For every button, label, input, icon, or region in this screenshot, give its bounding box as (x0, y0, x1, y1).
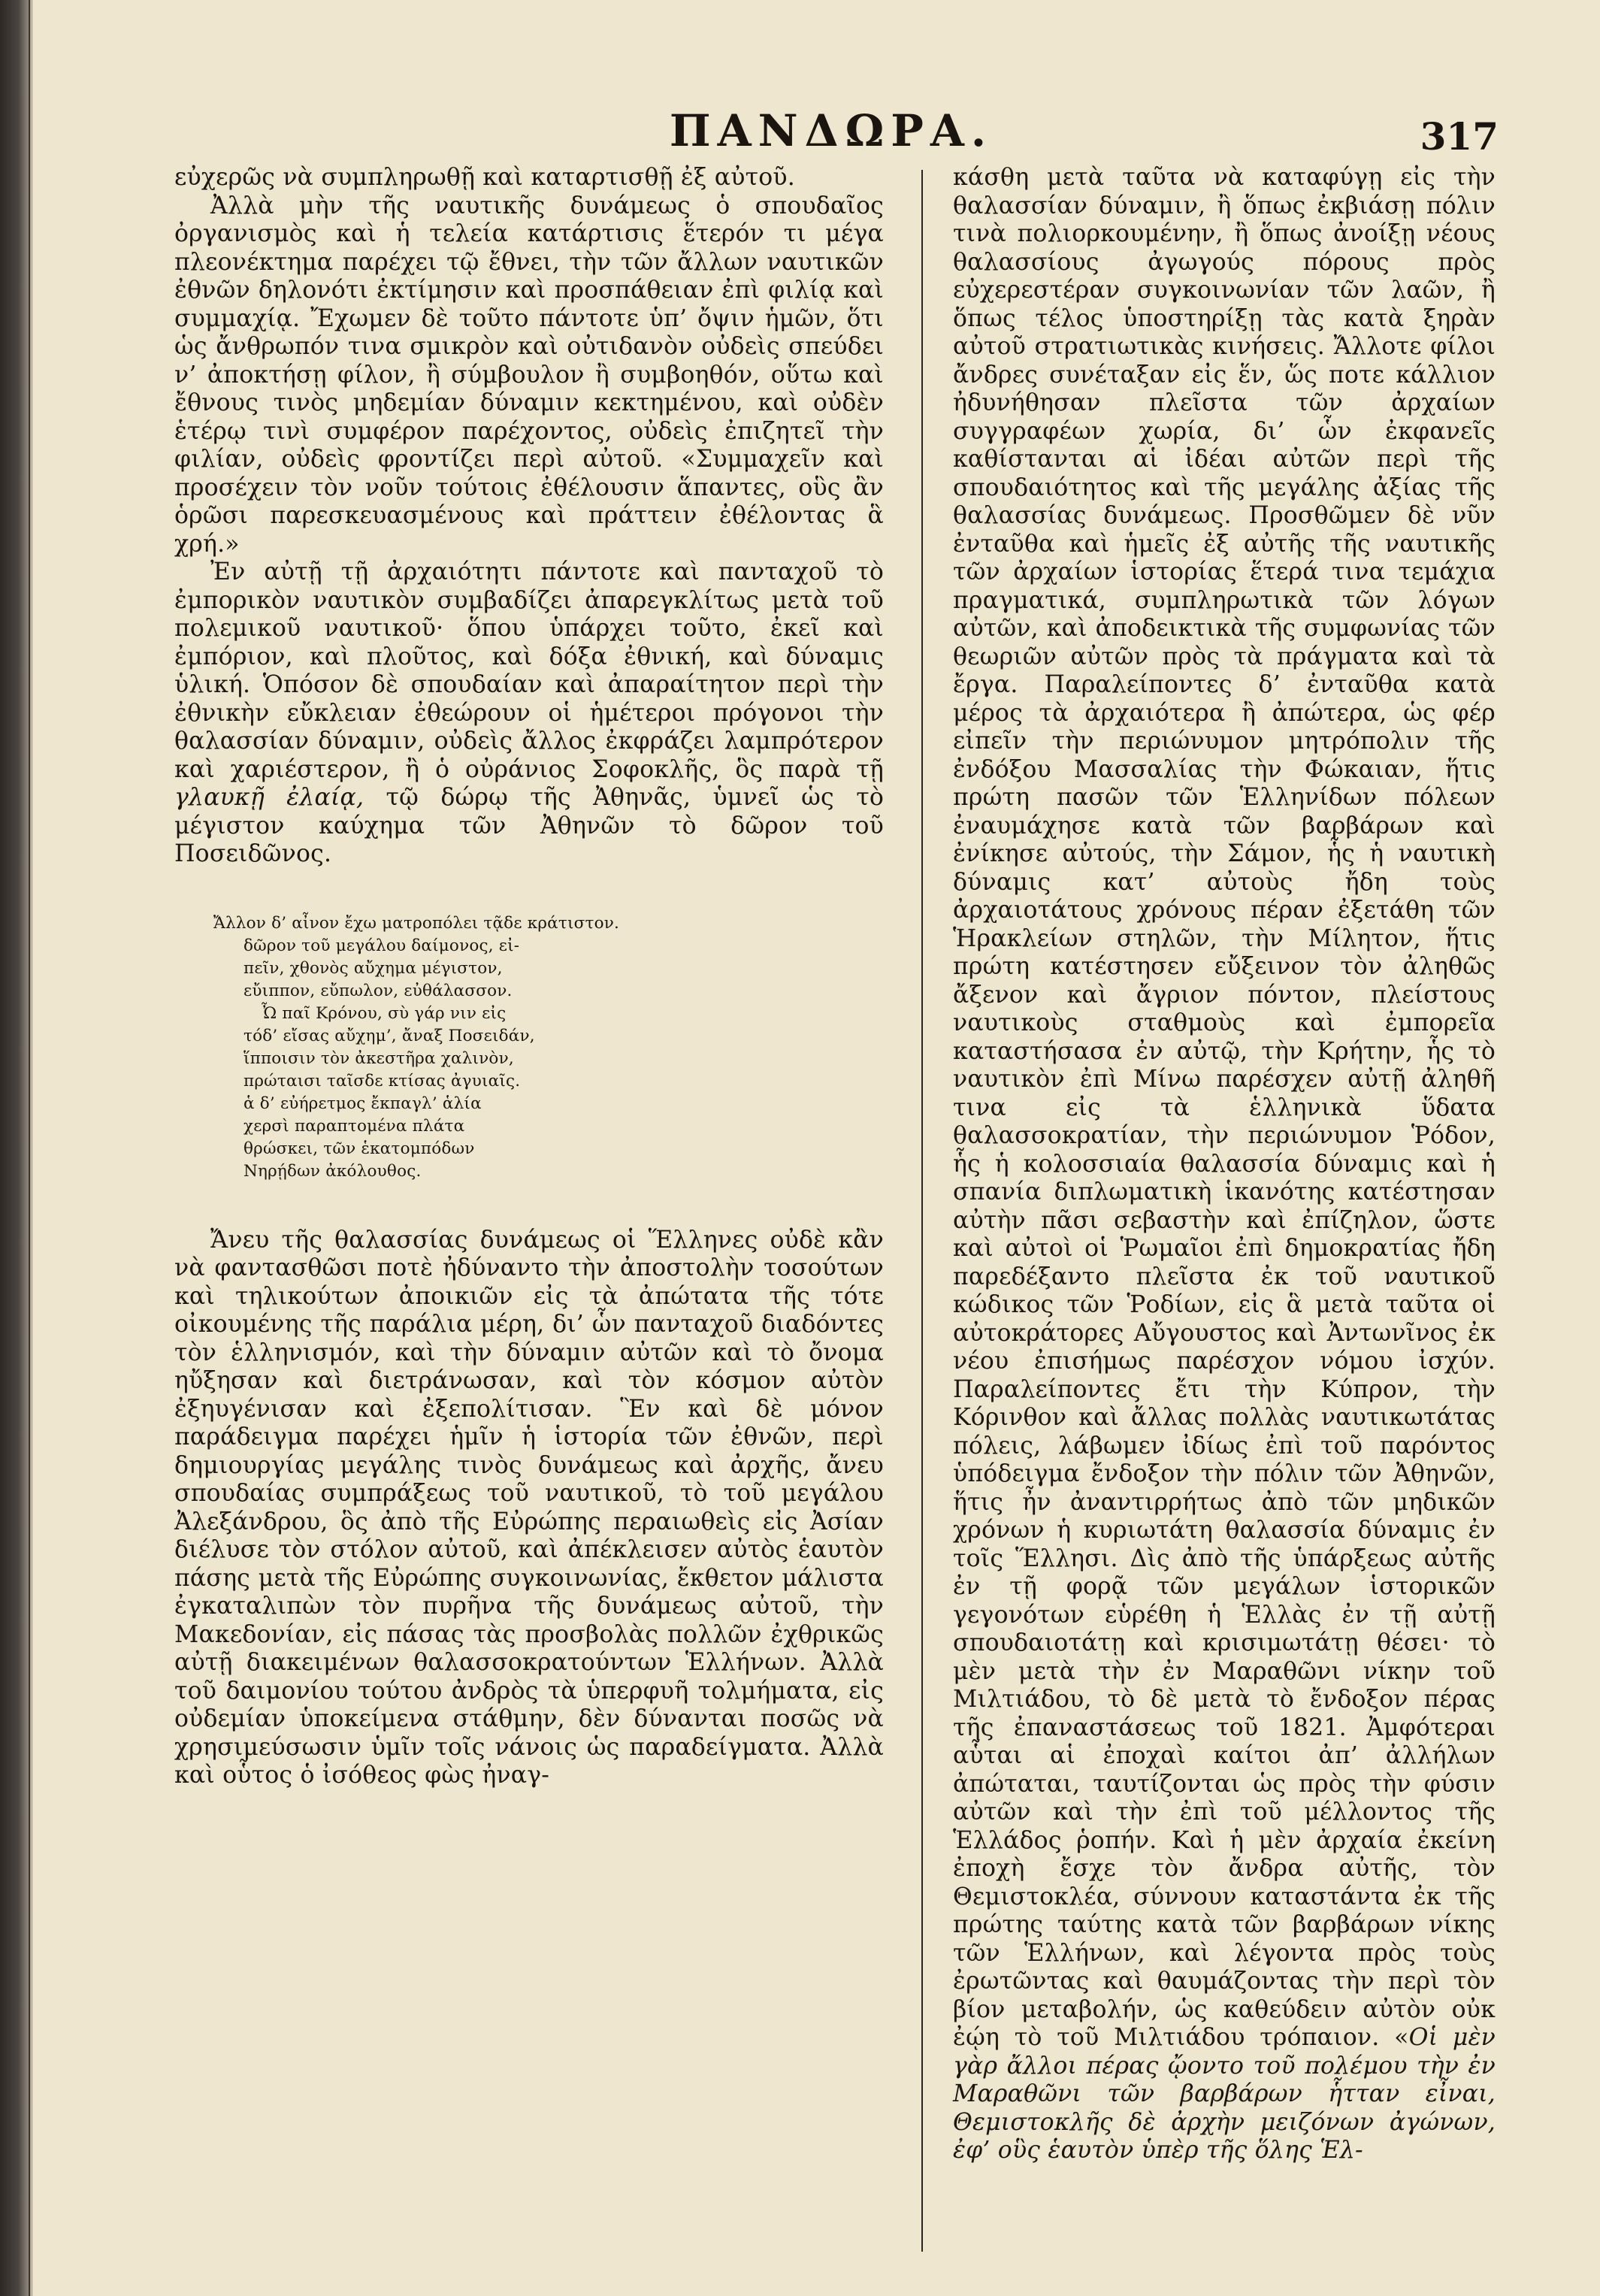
verse-line: Νηρῄδων ἀκόλουθος. (243, 1161, 422, 1181)
left-paragraph-4: Ἄνευ τῆς θαλασσίας δυνάμεως οἱ Ἕλληνες οὐδὲ κἂν νὰ φαντασθῶσι ποτὲ ἠδύναντο τὴν ἀποστολὴν τοσούτων καὶ τηλικούτων ἀποικιῶν εἰς τὰ ἀπώτατα τῆς τότε οἰκουμένης τῆς παράλια μέρη, δι’ ὧν πανταχοῦ διαδόντες τὸν ἑλληνισμόν, καὶ τὴν δύναμιν αὐτῶν καὶ τὸ ὄνομα ηὔξησαν καὶ διετράνωσαν, καὶ τὸν κόσμον αὐτὸν ἐξηυγένισαν καὶ ἐξεπολίτισαν. Ἓν καὶ δὲ μόνον παράδειγμα παρέχει ἡμῖν ἡ ἱστορία τῶν ἐθνῶν, περὶ δημιουργίας μεγάλης τινὸς δυνάμεως καὶ ἀρχῆς, ἄνευ σπουδαίας συμπράξεως τοῦ ναυτικοῦ, τὸ τοῦ μεγάλου Ἀλεξάνδρου, ὃς ἀπὸ τῆς Εὐρώπης περαιωθεὶς εἰς Ἀσίαν διέλυσε τὸν στόλον αὐτοῦ, καὶ ἀπέκλεισεν αὐτὸς ἑαυτὸν πάσης μετὰ τῆς Εὐρώπης συγκοινωνίας, ἔκθετον μάλιστα ἐγκαταλιπὼν τὸν πυρῆνα τῆς δυνάμεως αὐτοῦ, τὴν Μακεδονίαν, εἰς πάσας τὰς προσβολὰς πολλῶν ἐχθρικῶς αὐτῇ διακειμένων θαλασσοκρατούντων Ἑλλήνων. Ἀλλὰ τοῦ δαιμονίου τούτου ἀνδρὸς τὰ ὑπερφυῆ τολμήματα, εἰς οὐδεμίαν ὑποκείμενα στάθμην, δὲν δύνανται ποσῶς νὰ χρησιμεύσωσιν ὑμῖν τοῖς νάνοις ὡς παραδείγματα. Ἀλλὰ καὶ οὗτος ὁ ἰσόθεος φὼς ἠναγ- (174, 1226, 884, 1789)
left-paragraph-3-italic: γλαυκῇ ἐλαίᾳ, (174, 784, 364, 811)
left-paragraph-2: Ἀλλὰ μὴν τῆς ναυτικῆς δυνάμεως ὁ σπουδαῖος ὀργανισμὸς καὶ ἡ τελεία κατάρτισις ἕτερόν τι μέγα πλεονέκτημα παρέχει τῷ ἔθνει, τὴν τῶν ἄλλων ναυτικῶν ἐθνῶν δηλονότι ἐκτίμησιν καὶ προσπάθειαν ἐπὶ φιλίᾳ καὶ συμμαχίᾳ. Ἔχωμεν δὲ τοῦτο πάντοτε ὑπ’ ὄψιν ἡμῶν, ὅτι ὡς ἄνθρωπόν τινα σμικρὸν καὶ οὐτιδανὸν οὐδεὶς σπεύδει ν’ ἀποκτήσῃ φίλον, ἢ σύμβουλον ἢ συμβοηθόν, οὕτω καὶ ἔθνους τινὸς μηδεμίαν δύναμιν κεκτημένου, καὶ οὐδὲν ἑτέρῳ τινὶ συμφέρον παρέχοντος, οὐδεὶς ἐπιζητεῖ τὴν φιλίαν, οὐδεὶς φροντίζει περὶ αὐτοῦ. «Συμμαχεῖν καὶ προσέχειν τὸν νοῦν τούτοις ἐθέλουσιν ἅπαντες, οὓς ἂν ὁρῶσι παρεσκευασμένους καὶ πράττειν ἐθέλοντας ἃ χρή.» (174, 192, 884, 558)
page-number: 317 (1420, 114, 1499, 159)
left-paragraph-3-text-b: τῷ δώρῳ τῆς Ἀθηνᾶς, ὑμνεῖ ὡς τὸ μέγιστον καύχημα τῶν Ἀθηνῶν τὸ δῶρον τοῦ Ποσειδῶνος. (174, 784, 884, 867)
column-divider (921, 170, 923, 2252)
verse-line: τόδ’ εἴσας αὔχημ’, ἄναξ Ποσειδάν, (243, 1026, 535, 1045)
verse-line: δῶρον τοῦ μεγάλου δαίμονος, εἰ- (243, 936, 520, 955)
binding-edge (29, 0, 30, 2296)
right-paragraph-1-italic: Οἱ μὲν γὰρ ἄλλοι πέρας ᾤοντο τοῦ πολέμου τὴν ἐν Μαραθῶνι τῶν βαρβάρων ἧτταν εἶναι, Θεμιστοκλῆς δὲ ἀρχὴν μειζόνων ἀγώνων, ἐφ’ οὓς ἑαυτὸν ὑπὲρ τῆς ὅλης Ἑλ- (953, 2024, 1496, 2164)
left-column (174, 164, 884, 1790)
left-paragraph-1: εὐχερῶς νὰ συμπληρωθῇ καὶ καταρτισθῇ ἐξ αὐτοῦ. (174, 164, 795, 191)
verse-line: Ἄλλον δ’ αἶνον ἔχω ματροπόλει τᾷδε κράτιστον. (213, 913, 620, 933)
verse-line: πεῖν, χθονὸς αὔχημα μέγιστον, (243, 958, 503, 978)
left-paragraph-3-text-a: Ἐν αὐτῇ τῇ ἀρχαιότητι πάντοτε καὶ πανταχοῦ τὸ ἐμπορικὸν ναυτικὸν συμβαδίζει ἀπαρεγκλίτως μετὰ τοῦ πολεμικοῦ ναυτικοῦ· ὅπου ὑπάρχει τοῦτο, ἐκεῖ καὶ ἐμπόριον, καὶ πλοῦτος, καὶ δόξα ἐθνική, καὶ δύναμις ὑλική. Ὁπόσον δὲ σπουδαίαν καὶ ἀπαραίτητον περὶ τὴν ἐθνικὴν εὔκλειαν ἐθεώρουν οἱ ἡμέτεροι πρόγονοι τὴν θαλασσίαν δύναμιν, οὐδεὶς ἄλλος ἐκφράζει λαμπρότερον καὶ χαριέστερον, ἢ ὁ οὐράνιος Σοφοκλῆς, ὃς παρὰ τῇ (174, 558, 884, 783)
verse-line: ἵπποισιν τὸν ἀκεστῆρα χαλινὸν, (243, 1048, 514, 1068)
running-title: ΠΑΝΔΩΡΑ. (669, 105, 994, 156)
verse-line: εὔιππον, εὔπωλον, εὐθάλασσον. (243, 981, 513, 1000)
verse-quotation (174, 912, 884, 1183)
verse-line: ἁ δ’ εὐήρετμος ἔκπαγλ’ ἁλία (243, 1094, 482, 1113)
page-header (177, 105, 1499, 165)
left-paragraph-3 (174, 558, 884, 869)
right-paragraph-1-text: κάσθη μετὰ ταῦτα νὰ καταφύγῃ εἰς τὴν θαλασσίαν δύναμιν, ἢ ὅπως ἐκβιάσῃ πόλιν τινὰ πολιορκουμένην, ἢ ὅπως ἀνοίξῃ νέους θαλασσίους ἀγωγούς πόρους πρὸς εὐχερεστέραν συγκοινωνίαν τῶν λαῶν, ἢ ὅπως τέλος ὑποστηρίξῃ τὰς κατὰ ξηρὰν αὐτοῦ στρατιωτικὰς κινήσεις. Ἄλλοτε φίλοι ἄνδρες συνέταξαν εἰς ἕν, ὥς ποτε κάλλιον ἠδυνήθησαν πλεῖστα τῶν ἀρχαίων συγγραφέων χωρία, δι’ ὧν ἐκφανεῖς καθίστανται αἱ ἰδέαι αὐτῶν περὶ τῆς σπουδαιότητος καὶ τῆς μεγάλης ἀξίας τῆς θαλασσίας δυνάμεως. Προσθῶμεν δὲ νῦν ἐνταῦθα καὶ ἡμεῖς ἐξ αὐτῆς τῆς ναυτικῆς τῶν ἀρχαίων ἱστορίας ἕτερά τινα τεμάχια πραγματικά, συμπληρωτικὰ τῶν λόγων αὐτῶν, καὶ ἀποδεικτικὰ τῆς συμφωνίας τῶν θεωριῶν αὐτῶν πρὸς τὰ πράγματα καὶ τὰ ἔργα. Παραλείποντες δ’ ἐνταῦθα κατὰ μέρος τὰ ἀρχαιότερα ἢ ἀπώτερα, ὡς φέρ εἰπεῖν τὴν περιώνυμον μητρόπολιν τῆς ἐνδόξου Μασσαλίας τὴν Φώκαιαν, ἥτις πρώτη πασῶν τῶν Ἑλληνίδων πόλεων ἐναυμάχησε κατὰ τῶν βαρβάρων καὶ ἐνίκησε αὐτούς, τὴν Σάμον, ἧς ἡ ναυτικὴ δύναμις κατ’ αὐτοὺς ἤδη τοὺς ἀρχαιοτάτους χρόνους πέραν ἐξετάθη τῶν Ἡρακλείων στηλῶν, τὴν Μίλητον, ἥτις πρώτη κατέστησεν εὔξεινον τὸν ἀληθῶς ἄξενον καὶ ἄγριον πόντον, πλείστους ναυτικοὺς σταθμοὺς καὶ ἐμπορεῖα καταστήσασα ἐν αὐτῷ, τὴν Κρήτην, ἧς τὸ ναυτικὸν ἐπὶ Μίνω παρέσχεν αὐτῇ ἀληθῆ τινα εἰς τὰ ἑλληνικὰ ὕδατα θαλασσοκρατίαν, τὴν περιώνυμον Ῥόδον, ἧς ἡ κολοσσιαία θαλασσία δύναμις καὶ ἡ σπανία διπλωματικὴ ἱκανότης κατέστησαν αὐτὴν πᾶσι σεβαστὴν καὶ ἐπίζηλον, ὥστε καὶ αὐτοὶ οἱ Ῥωμαῖοι ἐπὶ δημοκρατίας ἤδη παρεδέξαντο πλεῖστα ἐκ τοῦ ναυτικοῦ κώδικος τῶν Ῥοδίων, εἰς ἃ μετὰ ταῦτα οἱ αὐτοκράτορες Αὔγουστος καὶ Ἀντωνῖνος ἐκ νέου ἐπισήμως παρέσχον νόμου ἰσχύν. Παραλείποντες ἔτι τὴν Κύπρον, τὴν Κόρινθον καὶ ἄλλας πολλὰς ναυτικωτάτας πόλεις, λάβωμεν ἰδίως ἐπὶ τοῦ παρόντος ὑπόδειγμα ἔνδοξον τὴν πόλιν τῶν Ἀθηνῶν, ἥτις ἦν ἀναντιρρήτως ἀπὸ τῶν μηδικῶν χρόνων ἡ κυριωτάτη θαλασσία δύναμις ἐν τοῖς Ἕλλησι. Δὶς ἀπὸ τῆς ὑπάρξεως αὐτῆς ἐν τῇ φορᾷ τῶν μεγάλων ἱστορικῶν γεγονότων εὑρέθη ἡ Ἑλλὰς ἐν τῇ αὐτῇ σπουδαιοτάτῃ καὶ κρισιμωτάτῃ θέσει· τὸ μὲν μετὰ τὴν ἐν Μαραθῶνι νίκην τοῦ Μιλτιάδου, τὸ δὲ μετὰ τὸ ἔνδοξον πέρας τῆς ἐπαναστάσεως τοῦ 1821. Ἀμφότεραι αὗται αἱ ἐποχαὶ καίτοι ἀπ’ ἀλλήλων ἀπώταται, ταυτίζονται ὡς πρὸς τὴν φύσιν αὐτῶν καὶ τὴν ἐπὶ τοῦ μέλλοντος τῆς Ἑλλάδος ῥοπήν. Καὶ ἡ μὲν ἀρχαία ἐκείνη ἐποχὴ ἔσχε τὸν ἄνδρα αὐτῆς, τὸν Θεμιστοκλέα, σύννουν καταστάντα ἐκ τῆς πρώτης ταύτης κατὰ τῶν βαρβάρων νίκης τῶν Ἑλλήνων, καὶ λέγοντα πρὸς τοὺς ἐρωτῶντας καὶ θαυμάζοντας τὴν περὶ τὸν βίον μεταβολήν, ὡς καθεύδειν αὐτὸν οὐκ ἐῴη τὸ τοῦ Μιλτιάδου τρόπαιον. « (953, 164, 1496, 2051)
verse-line: Ὦ παῖ Κρόνου, σὺ γάρ νιν εἰς (262, 1003, 507, 1023)
right-paragraph-1 (953, 164, 1496, 2165)
right-column (953, 164, 1496, 2165)
verse-line: θρώσκει, τῶν ἑκατομπόδων (243, 1139, 475, 1158)
verse-line: χερσὶ παραπτομένα πλάτα (243, 1116, 465, 1136)
verse-line: πρώταισι ταῖσδε κτίσας ἀγυιαῖς. (243, 1071, 521, 1091)
